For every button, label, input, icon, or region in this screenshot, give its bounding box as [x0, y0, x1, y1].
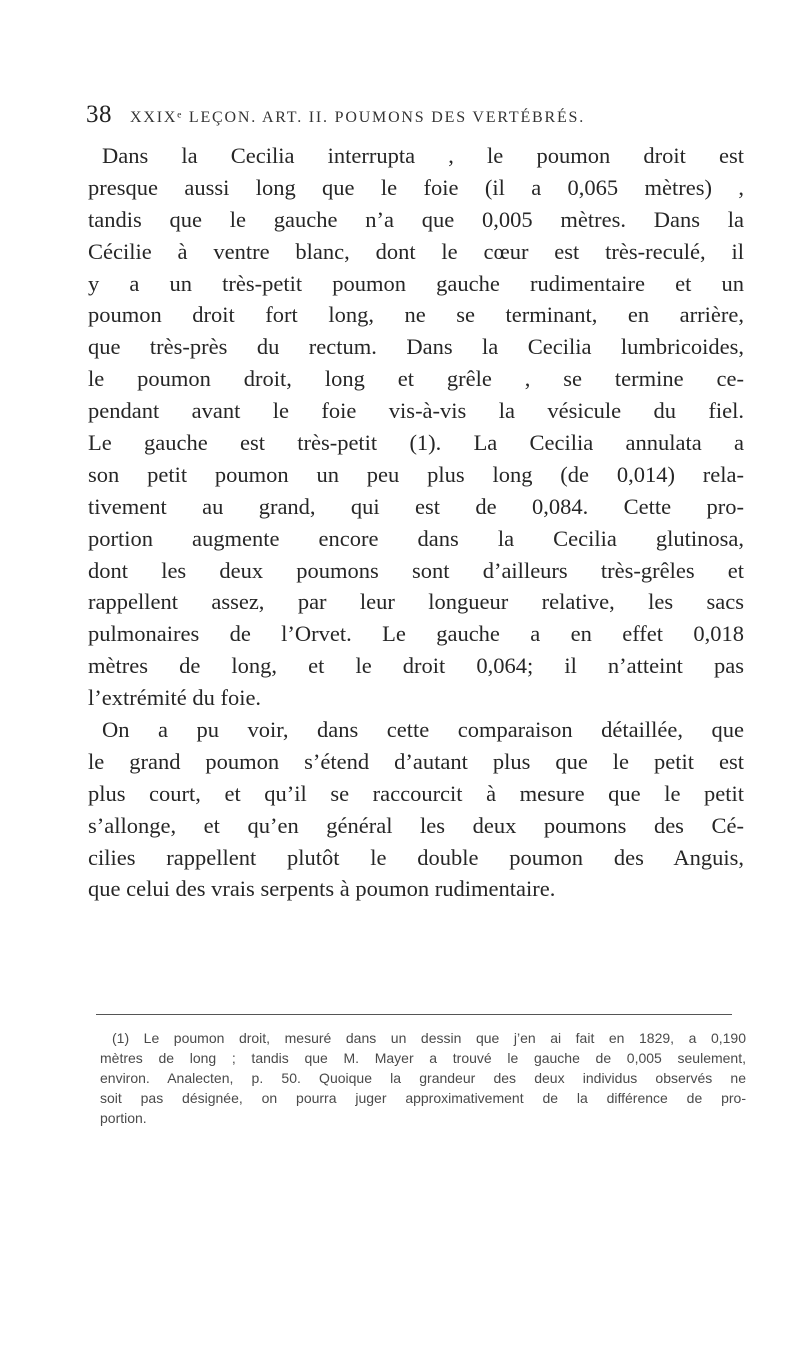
text-line: l’extrémité du foie.	[88, 685, 262, 711]
text-line: Le gauche est très-petit (1). La Cecilia annulata a	[88, 430, 744, 456]
text-line: poumon droit fort long, ne se terminant, en arrière,	[88, 302, 744, 328]
footnote-line: mètres de long ; tandis que M. Mayer a trouvé le gauche de 0,005 seulement,	[100, 1050, 746, 1066]
text-line: tivement au grand, qui est de 0,084. Cette pro-	[88, 493, 744, 519]
footnote	[100, 1028, 746, 1128]
footnote-line: environ. Analecten, p. 50. Quoique la grandeur des deux individus observés ne	[100, 1070, 746, 1086]
text-line: le grand poumon s’étend d’autant plus que le petit est	[88, 748, 744, 774]
page-number: 38	[86, 101, 112, 128]
text-line: On a pu voir, dans cette comparaison détaillée, que	[102, 717, 744, 743]
footnote-line: portion.	[100, 1110, 147, 1126]
text-line: que très-près du rectum. Dans la Cecilia lumbricoides,	[88, 334, 744, 360]
text-line: mètres de long, et le droit 0,064; il n’atteint pas	[88, 653, 744, 679]
text-line: Cécilie à ventre blanc, dont le cœur est très-reculé, il	[88, 238, 744, 264]
text-line: son petit poumon un peu plus long (de 0,014) rela-	[88, 461, 744, 487]
text-line: le poumon droit, long et grêle , se termine ce-	[88, 366, 744, 392]
text-line: presque aussi long que le foie (il a 0,065 mètres) ,	[88, 174, 744, 200]
text-line: pendant avant le foie vis-à-vis la vésicule du fiel.	[88, 398, 744, 424]
text-line: Dans la Cecilia interrupta , le poumon droit est	[102, 143, 744, 168]
text-line: y a un très-petit poumon gauche rudimentaire et un	[88, 270, 744, 296]
running-head: XXIXᵉ LEÇON. ART. II. POUMONS DES VERTÉBRÉS.	[130, 109, 586, 126]
text-line: que celui des vrais serpents à poumon rudimentaire.	[88, 876, 556, 902]
text-line: rappellent assez, par leur longueur relative, les sacs	[88, 589, 744, 615]
footnote-separator	[96, 1014, 732, 1015]
text-line: tandis que le gauche n’a que 0,005 mètres. Dans la	[88, 206, 744, 232]
text-line: dont les deux poumons sont d’ailleurs très-grêles et	[88, 557, 744, 583]
text-line: pulmonaires de l’Orvet. Le gauche a en effet 0,018	[88, 621, 744, 647]
main-text	[88, 140, 744, 905]
text-line: s’allonge, et qu’en général les deux poumons des Cé-	[88, 812, 744, 838]
footnote-line: soit pas désignée, on pourra juger approximativement de la différence de pro-	[100, 1090, 746, 1106]
text-line: cilies rappellent plutôt le double poumon des Anguis,	[88, 844, 744, 870]
page-header	[86, 101, 746, 131]
text-line: plus court, et qu’il se raccourcit à mesure que le petit	[88, 780, 744, 806]
text-line: portion augmente encore dans la Cecilia glutinosa,	[88, 525, 744, 551]
footnote-line: (1) Le poumon droit, mesuré dans un dessin que j’en ai fait en 1829, a 0,190	[112, 1030, 746, 1046]
